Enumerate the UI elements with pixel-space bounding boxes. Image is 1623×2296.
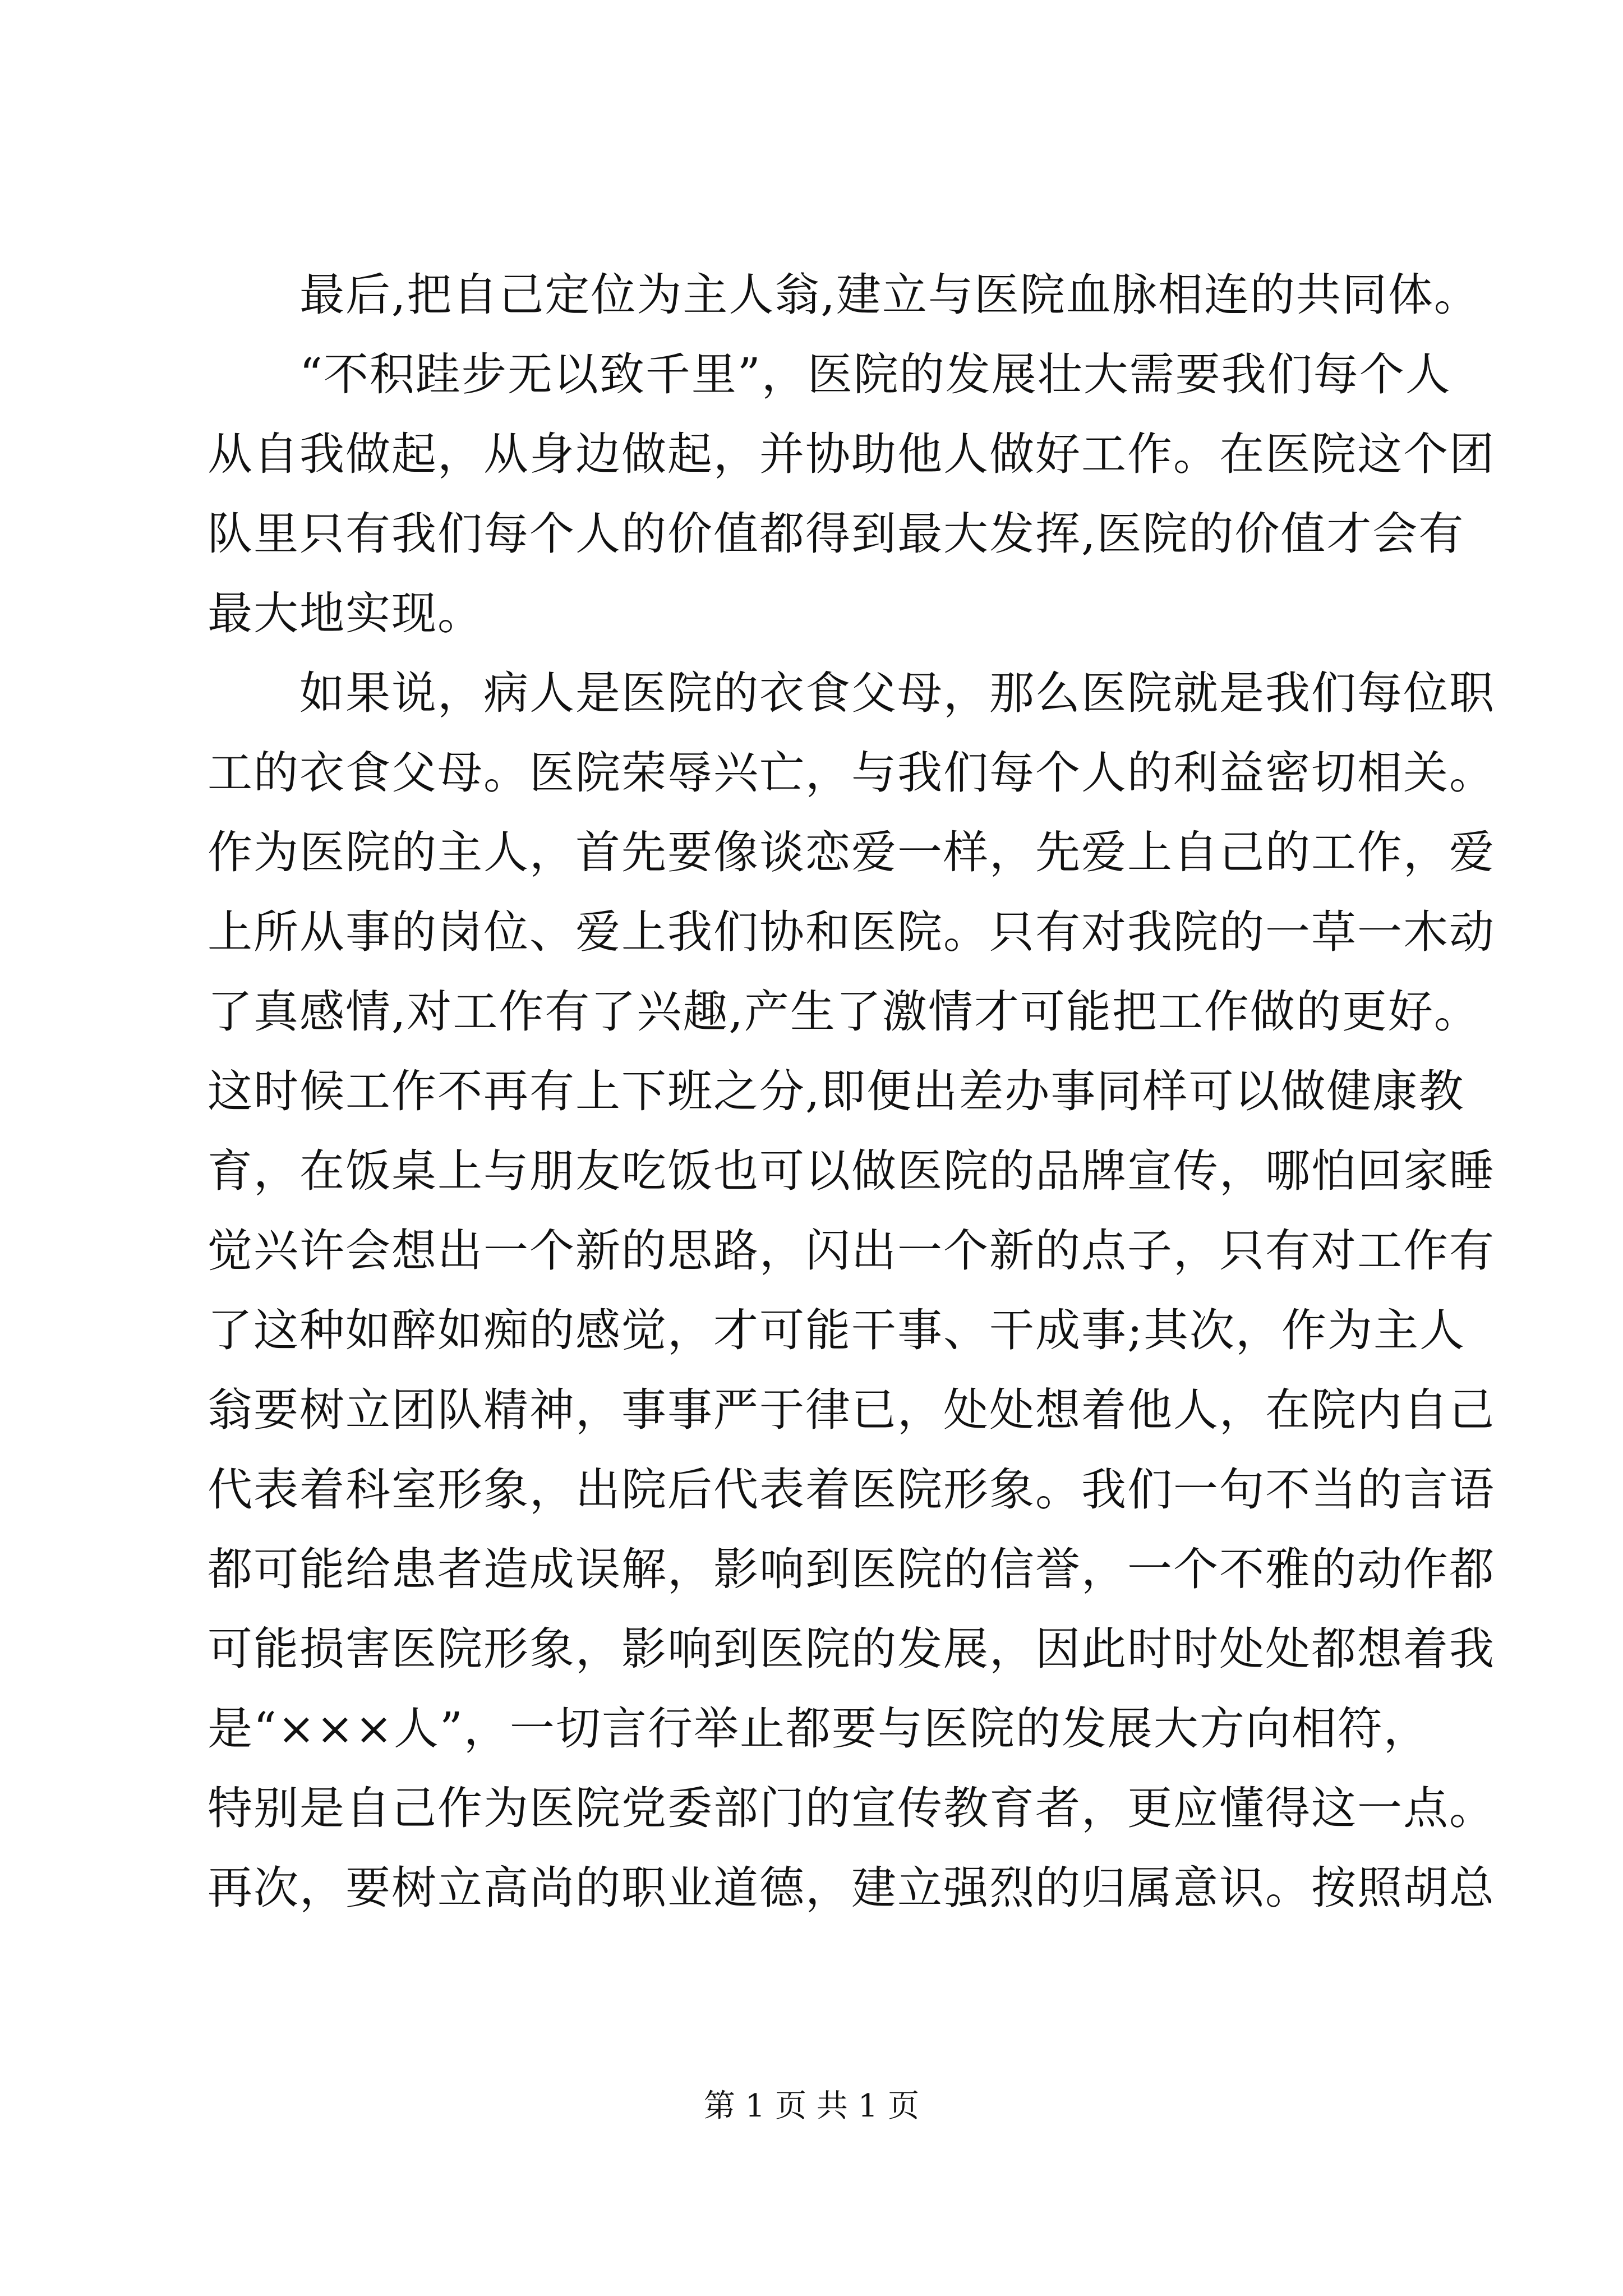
text-line: 觉兴许会想出一个新的思路，闪出一个新的点子，只有对工作有 [208,1225,1495,1277]
text-line: 再次，要树立高尚的职业道德，建立强烈的归属意识。按照胡总 [208,1862,1495,1914]
text-line: 翁要树立团队精神，事事严于律已，处处想着他人，在院内自己 [208,1384,1495,1436]
text-line: 是“×××人”，一切言行举止都要与医院的发展大方向相符， [208,1703,1430,1755]
text-line: 育，在饭桌上与朋友吃饭也可以做医院的品牌宣传，哪怕回家睡 [208,1145,1495,1197]
text-line: 了真感情,对工作有了兴趣,产生了激情才可能把工作做的更好。 [208,986,1480,1038]
text-line: 这时候工作不再有上下班之分,即便出差办事同样可以做健康教 [208,1065,1465,1117]
text-line: 工的衣食父母。医院荣辱兴亡，与我们每个人的利益密切相关。 [208,747,1495,799]
text-line: 可能损害医院形象，影响到医院的发展，因此时时处处都想着我 [208,1623,1495,1675]
text-line: 代表着科室形象，出院后代表着医院形象。我们一句不当的言语 [208,1464,1495,1516]
text-line: 了这种如醉如痴的感觉，才可能干事、干成事;其次，作为主人 [208,1304,1465,1356]
text-line: 最大地实现。 [208,587,483,639]
text-line: 最后,把自己定位为主人翁,建立与医院血脉相连的共同体。 [208,269,1480,321]
text-line: 上所从事的岗位、爱上我们协和医院。只有对我院的一草一木动 [208,906,1495,958]
text-line: 特别是自己作为医院党委部门的宣传教育者，更应懂得这一点。 [208,1782,1495,1834]
text-line: “不积跬步无以致千里”，医院的发展壮大需要我们每个人 [208,348,1451,401]
text-line: 作为医院的主人，首先要像谈恋爱一样，先爱上自己的工作，爱 [208,826,1495,878]
text-line: 队里只有我们每个人的价值都得到最大发挥,医院的价值才会有 [208,508,1465,560]
page-number-footer: 第 1 页 共 1 页 [703,2088,920,2124]
text-line: 都可能给患者造成误解，影响到医院的信誉，一个不雅的动作都 [208,1543,1495,1595]
text-line: 从自我做起，从身边做起，并协助他人做好工作。在医院这个团 [208,428,1495,480]
text-line: 如果说，病人是医院的衣食父母，那么医院就是我们每位职 [208,667,1495,719]
body-text [208,255,1495,1928]
